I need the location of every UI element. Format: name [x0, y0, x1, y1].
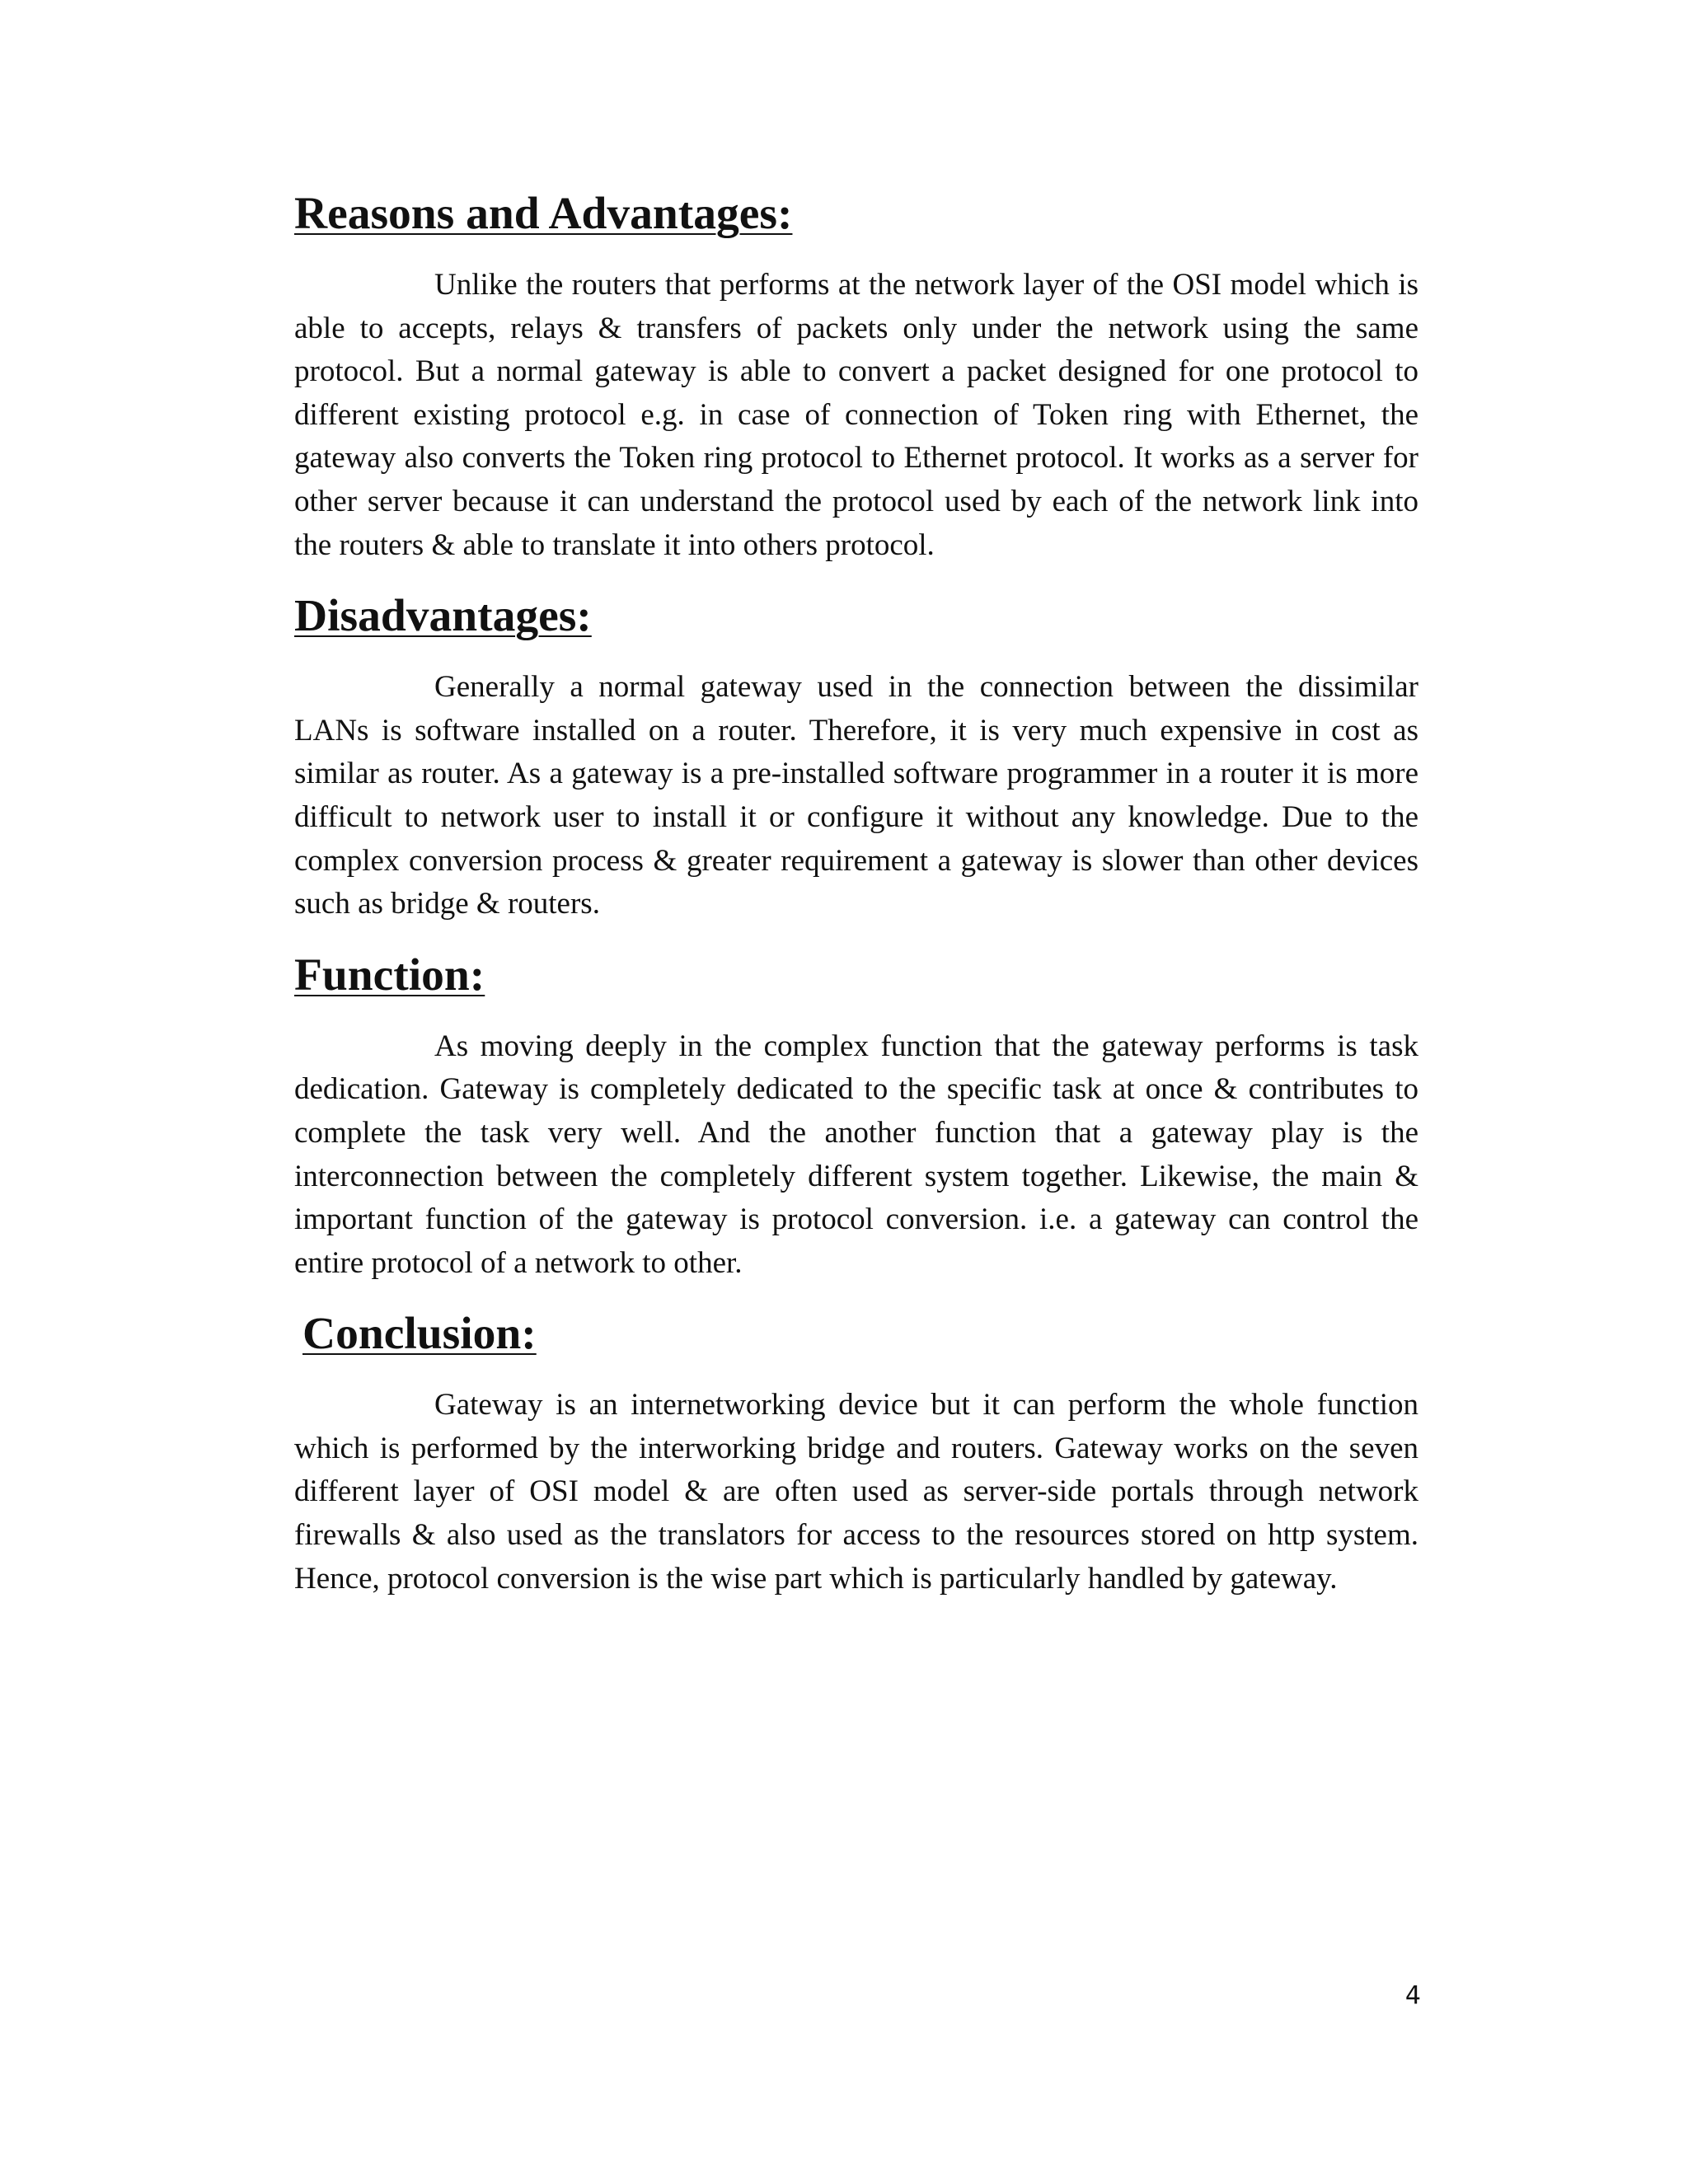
- heading-function: Function:: [294, 949, 485, 1001]
- document-body: [294, 189, 1418, 1629]
- paragraph-disadvantages: Generally a normal gateway used in the connection between the dissimilar LANs is software installed on a router. Therefore, it is very much expensive in cost as similar as router. As a gateway is a pre-installed software programmer in a router it is more difficult to network user to install it or configure it without any knowledge. Due to the complex conversion process & greater requirement a gateway is slower than other devices such as bridge & routers.: [294, 670, 1418, 921]
- heading-conclusion: Conclusion:: [302, 1309, 537, 1360]
- heading-reasons-and-advantages: Reasons and Advantages:: [294, 189, 793, 239]
- paragraph-reasons-and-advantages: Unlike the routers that performs at the network layer of the OSI model which is able to accepts, relays & transfers of packets only under the network using the same protocol. But a normal gateway is able to convert a packet designed for one protocol to different existing protocol e.g. in case of connection of Token ring with Ethernet, the gateway also converts the Token ring protocol to Ethernet protocol. It works as a server for other server because it can understand the protocol used by each of the network link into the routers & able to translate it into others protocol.: [294, 268, 1418, 562]
- heading-disadvantages: Disadvantages:: [294, 591, 592, 642]
- paragraph-function: As moving deeply in the complex function that the gateway performs is task dedication. Gateway is completely dedicated to the specific task at once & contributes to complete the task very well. And the another function that a gateway play is the interconnection between the completely different system together. Likewise, the main & important function of the gateway is protocol conversion. i.e. a gateway can control the entire protocol of a network to other.: [294, 1029, 1418, 1280]
- paragraph-conclusion: Gateway is an internetworking device but it can perform the whole function which is performed by the interworking bridge and routers. Gateway works on the seven different layer of OSI model & are often used as server-side portals through network firewalls & also used as the translators for access to the resources stored on http system. Hence, protocol conversion is the wise part which is particularly handled by gateway.: [294, 1388, 1418, 1596]
- page-number: 4: [1404, 1981, 1421, 2010]
